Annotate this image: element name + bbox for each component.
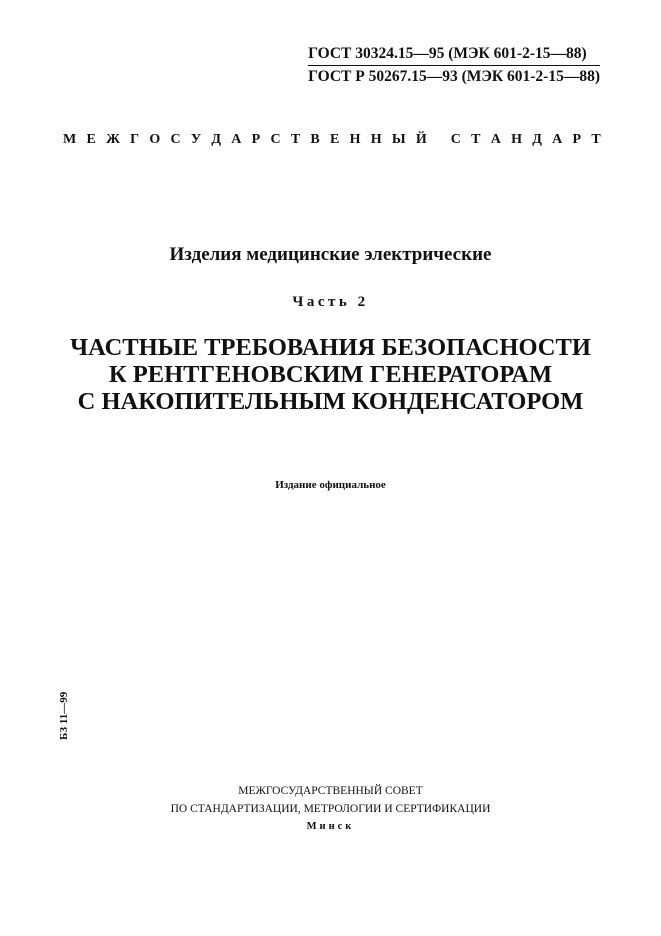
publisher-city: Минск — [306, 821, 355, 832]
interstate-label-letter: В — [310, 132, 320, 147]
interstate-label-letter: Д — [211, 132, 222, 147]
interstate-label-letter: Й — [415, 132, 427, 147]
document-topic: Изделия медицинские электрические — [169, 244, 492, 265]
interstate-label-letter: Ж — [106, 132, 120, 147]
publisher-line-1: МЕЖГОСУДАРСТВЕННЫЙ СОВЕТ — [238, 785, 423, 797]
interstate-standard-label — [63, 132, 601, 148]
interstate-label-letter: Н — [370, 132, 382, 147]
interstate-label-letter: Е — [330, 132, 340, 147]
interstate-label-letter: С — [450, 132, 461, 147]
main-title — [0, 334, 661, 415]
interstate-label-letter: Т — [591, 132, 601, 147]
main-title-line-1: ЧАСТНЫЕ ТРЕБОВАНИЯ БЕЗОПАСНОСТИ — [70, 334, 591, 361]
publisher-block — [0, 782, 661, 836]
standard-code-gost: ГОСТ 30324.15—95 (МЭК 601-2-15—88) — [308, 44, 600, 66]
interstate-label-letter: Е — [86, 132, 96, 147]
main-title-line-2: К РЕНТГЕНОВСКИМ ГЕНЕРАТОРАМ — [108, 361, 553, 388]
interstate-label-letter: С — [270, 132, 281, 147]
interstate-label-letter: С — [170, 132, 181, 147]
interstate-label-letter: Т — [290, 132, 301, 147]
side-code: БЗ 11—99 — [58, 691, 70, 740]
standard-codes — [308, 44, 600, 87]
interstate-label-letter: О — [149, 132, 161, 147]
interstate-label-letter: А — [552, 132, 563, 147]
standard-code-gost-r: ГОСТ Р 50267.15—93 (МЭК 601-2-15—88) — [308, 68, 600, 85]
interstate-label-letter: Г — [130, 132, 140, 147]
publisher-line-2: ПО СТАНДАРТИЗАЦИИ, МЕТРОЛОГИИ И СЕРТИФИКАЦИИ — [170, 803, 491, 815]
interstate-label-letter: А — [231, 132, 242, 147]
interstate-label-letter: Р — [251, 132, 261, 147]
interstate-label-letter: А — [490, 132, 501, 147]
interstate-label-letter: У — [190, 132, 202, 147]
interstate-label-letter: Ы — [391, 132, 406, 147]
interstate-label-letter: Н — [511, 132, 523, 147]
interstate-label-space — [437, 132, 441, 148]
interstate-label-letter: Н — [349, 132, 361, 147]
interstate-label-letter: Р — [572, 132, 582, 147]
interstate-label-letter: Т — [471, 132, 481, 147]
main-title-line-3: С НАКОПИТЕЛЬНЫМ КОНДЕНСАТОРОМ — [77, 388, 584, 415]
interstate-label-letter: М — [63, 132, 77, 147]
part-number: Часть 2 — [292, 294, 369, 310]
edition-note: Издание официальное — [275, 479, 386, 491]
interstate-label-letter: Д — [532, 132, 542, 147]
